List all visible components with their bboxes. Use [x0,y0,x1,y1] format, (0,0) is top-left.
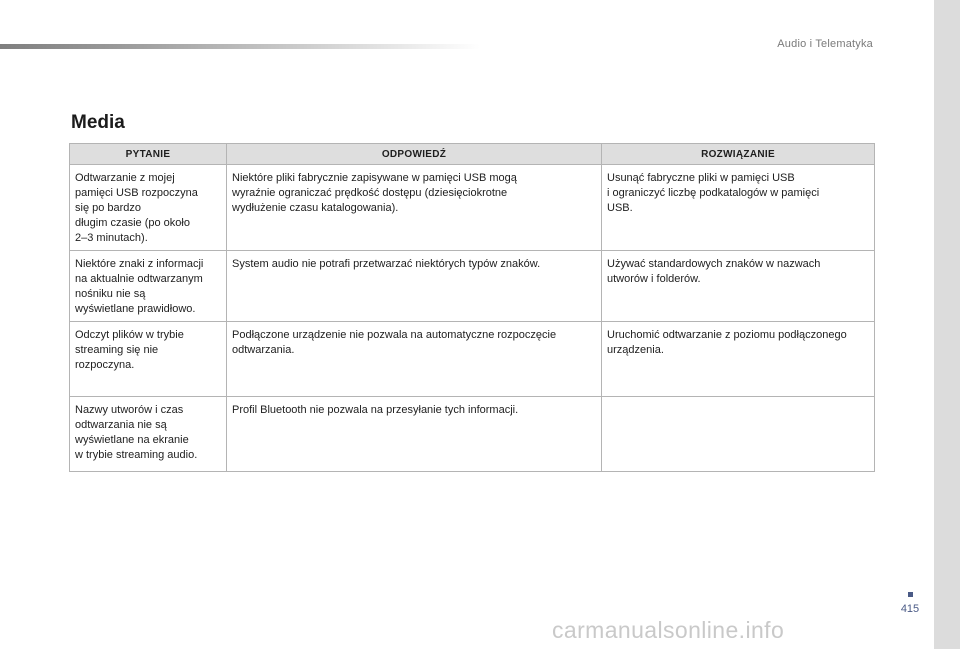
page-heading: Media [71,112,125,133]
header-gradient-bar [0,44,480,49]
answer-cell: Podłączone urządzenie nie pozwala na automatyczne rozpoczęcie odtwarzania. [227,322,602,397]
watermark: carmanualsonline.info [552,617,785,643]
question-cell: Nazwy utworów i czas odtwarzania nie są wyświetlane na ekranie w trybie streaming audio. [70,397,227,472]
question-cell: Niektóre znaki z informacji na aktualnie odtwarzanym nośniku nie są wyświetlane prawidłowo. [70,251,227,322]
section-name: Audio i Telematyka [777,38,873,50]
solution-cell [602,397,875,472]
page-number: 415 [900,603,920,615]
column-header-solution: ROZWIĄZANIE [602,144,875,165]
answer-cell: System audio nie potrafi przetwarzać niektórych typów znaków. [227,251,602,322]
answer-cell: Profil Bluetooth nie pozwala na przesyłanie tych informacji. [227,397,602,472]
question-cell: Odczyt plików w trybie streaming się nie rozpoczyna. [70,322,227,397]
table-row [70,397,875,472]
column-header-question: PYTANIE [70,144,227,165]
table-row [70,165,875,251]
solution-cell: Usunąć fabryczne pliki w pamięci USB i ograniczyć liczbę podkatalogów w pamięci USB. [602,165,875,251]
table-header-row [70,144,875,165]
table-row [70,251,875,322]
column-header-answer: ODPOWIEDŹ [227,144,602,165]
side-tab-strip [934,0,960,649]
troubleshooting-table [69,143,875,472]
solution-cell: Uruchomić odtwarzanie z poziomu podłączonego urządzenia. [602,322,875,397]
question-cell: Odtwarzanie z mojej pamięci USB rozpoczyna się po bardzo długim czasie (po około 2–3 minutach). [70,165,227,251]
page-marker-square [908,592,913,597]
solution-cell: Używać standardowych znaków w nazwach utworów i folderów. [602,251,875,322]
table-row [70,322,875,397]
answer-cell: Niektóre pliki fabrycznie zapisywane w pamięci USB mogą wyraźnie ograniczać prędkość dostępu (dziesięciokrotne wydłużenie czasu katalogowania). [227,165,602,251]
